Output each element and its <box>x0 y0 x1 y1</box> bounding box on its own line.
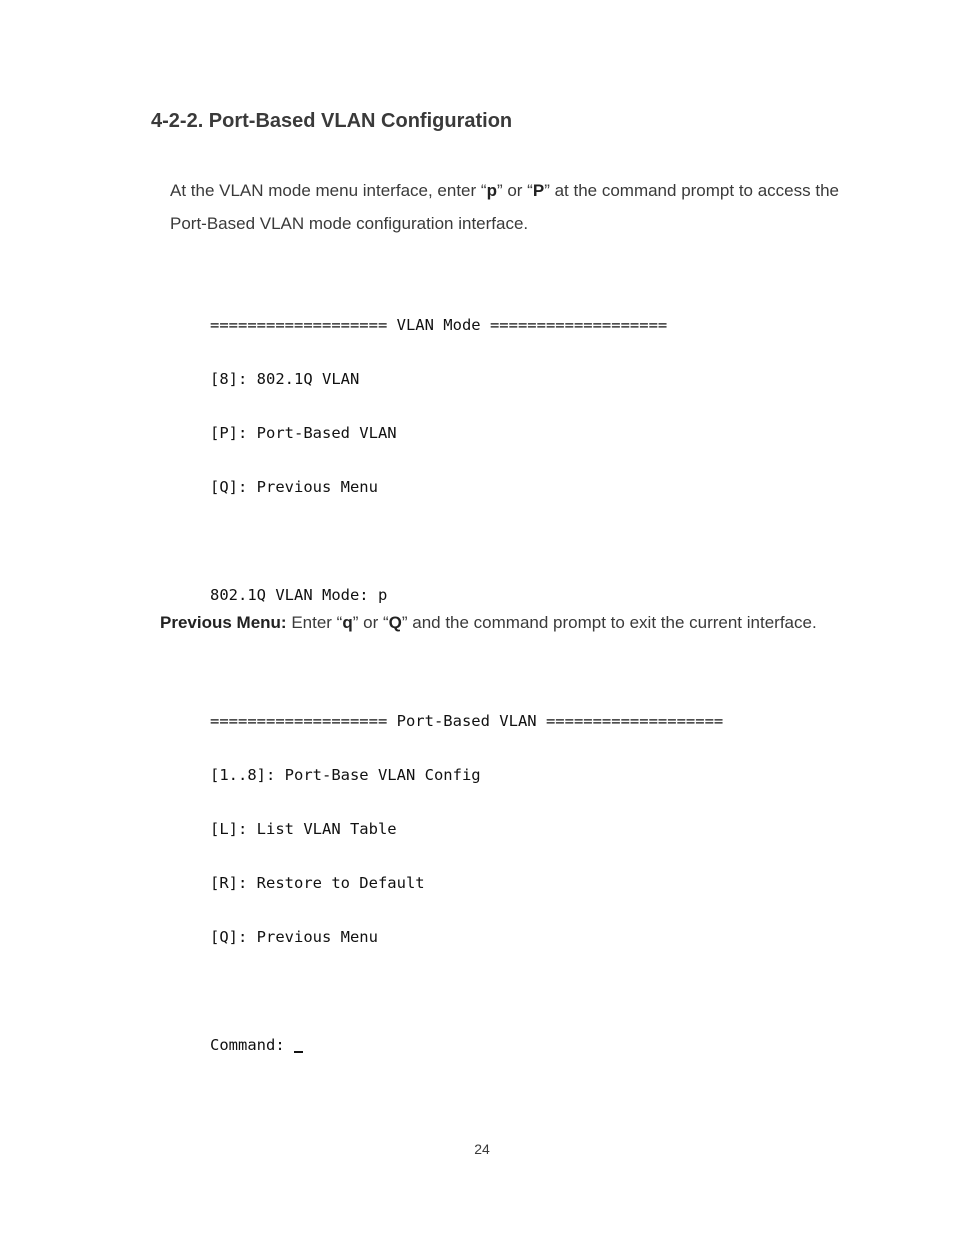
previous-menu-paragraph <box>160 606 850 639</box>
command-prompt-line <box>210 1036 723 1054</box>
previous-menu-label: Previous Menu: <box>160 613 287 632</box>
vlan-mode-item: [Q]: Previous Menu <box>210 478 378 496</box>
intro-text-1: At the VLAN mode menu interface, enter “ <box>170 181 487 200</box>
vlan-mode-header: =================== VLAN Mode =================== <box>210 316 668 334</box>
terminal-blank-line <box>210 532 723 550</box>
previous-menu-text-2: ” or “ <box>352 613 389 632</box>
port-based-item: [Q]: Previous Menu <box>210 928 378 946</box>
port-based-item: [R]: Restore to Default <box>210 874 425 892</box>
previous-menu-key-lower: q <box>342 613 353 632</box>
intro-key-lower: p <box>486 181 497 200</box>
terminal-screenshot <box>210 280 723 1072</box>
terminal-blank-line <box>210 982 723 1000</box>
port-based-item: [L]: List VLAN Table <box>210 820 397 838</box>
port-based-header: =================== Port-Based VLAN =================== <box>210 712 724 730</box>
page-number: 24 <box>474 1141 490 1157</box>
intro-text-2: ” or “ <box>496 181 533 200</box>
command-prompt: Command: <box>210 1036 294 1054</box>
vlan-mode-item: [8]: 802.1Q VLAN <box>210 370 360 388</box>
previous-menu-text-1: Enter “ <box>286 613 343 632</box>
previous-menu-key-upper: Q <box>388 613 402 632</box>
intro-paragraph <box>170 174 850 240</box>
terminal-blank-line <box>210 640 723 676</box>
vlan-mode-prompt: 802.1Q VLAN Mode: p <box>210 586 388 604</box>
previous-menu-text-3: ” and the command prompt to exit the current interface. <box>401 613 817 632</box>
intro-key-upper: P <box>532 181 545 200</box>
intro-text-3: ” at the command prompt to access the Port-Based VLAN mode configuration interface. <box>170 181 839 233</box>
vlan-mode-item: [P]: Port-Based VLAN <box>210 424 397 442</box>
cursor-icon <box>294 1051 303 1053</box>
port-based-item: [1..8]: Port-Base VLAN Config <box>210 766 481 784</box>
section-heading: 4-2-2. Port-Based VLAN Configuration <box>151 110 513 132</box>
